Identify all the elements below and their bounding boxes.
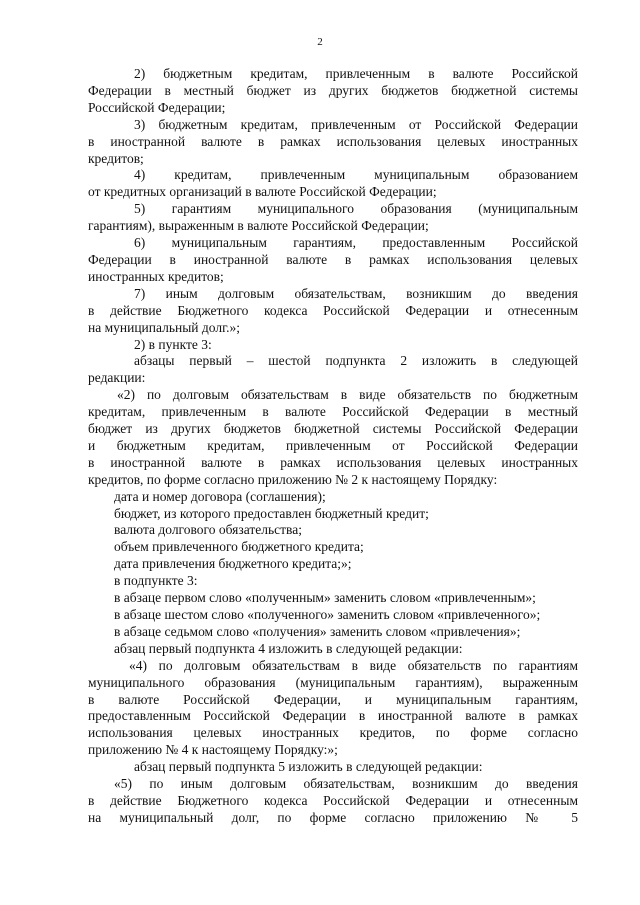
paragraph: дата и номер договора (соглашения);: [114, 488, 326, 504]
quoted-paragraph-line: муниципального образования (муниципальным гарантиям), выраженным: [88, 674, 578, 690]
list-item-line: в действие Бюджетного кодекса Российской Федерации и отнесенным: [88, 302, 578, 318]
quoted-paragraph: «5) по иным долговым обязательствам, возникшим до введения: [114, 776, 578, 792]
paragraph: в подпункте 3:: [114, 573, 198, 589]
quoted-paragraph-line: кредитам, привлеченным в валюте Российской Федерации в местный: [88, 404, 578, 420]
quoted-paragraph-line: использования целевых иностранных кредитов, по форме согласно: [88, 725, 578, 741]
quoted-paragraph-line: в иностранной валюте в рамках использования целевых иностранных: [88, 454, 578, 470]
document-body: [88, 66, 578, 827]
paragraph: в абзаце первом слово «полученным» заменить словом «привлеченным»;: [114, 590, 536, 606]
paragraph: валюта долгового обязательства;: [114, 522, 302, 538]
paragraph: объем привлеченного бюджетного кредита;: [114, 539, 364, 555]
list-item: 3) бюджетным кредитам, привлеченным от Российской Федерации: [134, 116, 578, 132]
quoted-paragraph-line: приложению № 4 к настоящему Порядку:»;: [88, 742, 338, 758]
list-item: 5) гарантиям муниципального образования (муниципальным: [134, 201, 578, 217]
list-item-line: Федерации в местный бюджет из других бюджетов бюджетной системы: [88, 82, 578, 98]
quoted-paragraph-line: кредитов, по форме согласно приложению № 2 к настоящему Порядку:: [88, 471, 498, 487]
paragraph: абзац первый подпункта 4 изложить в следующей редакции:: [114, 640, 463, 656]
quoted-paragraph-line: и бюджетным кредитам, привлеченным от Российской Федерации: [88, 437, 578, 453]
quoted-paragraph-line: предоставленным Российской Федерации в иностранной валюте в рамках: [88, 708, 578, 724]
paragraph-line: редакции:: [88, 370, 146, 386]
quoted-paragraph-line: бюджет из других бюджетов бюджетной системы Российской Федерации: [88, 421, 578, 437]
quoted-paragraph: «4) по долговым обязательствам в виде обязательств по гарантиям: [129, 657, 578, 673]
paragraph: в абзаце седьмом слово «получения» заменить словом «привлечения»;: [114, 623, 521, 639]
list-item-line: на муниципальный долг.»;: [88, 319, 240, 335]
list-item-line: Федерации в иностранной валюте в рамках использования целевых: [88, 251, 578, 267]
list-item-line: Российской Федерации;: [88, 99, 226, 115]
list-item-line: кредитов;: [88, 150, 144, 166]
paragraph: абзацы первый – шестой подпункта 2 изложить в следующей: [134, 353, 578, 369]
list-item: 4) кредитам, привлеченным муниципальным образованием: [134, 167, 578, 183]
paragraph: бюджет, из которого предоставлен бюджетный кредит;: [114, 505, 429, 521]
list-item: 6) муниципальным гарантиям, предоставленным Российской: [134, 235, 578, 251]
quoted-paragraph-line: на муниципальный долг, по форме согласно приложению № 5: [88, 809, 578, 825]
quoted-paragraph-line: в действие Бюджетного кодекса Российской Федерации и отнесенным: [88, 792, 578, 808]
paragraph: абзац первый подпункта 5 изложить в следующей редакции:: [134, 759, 483, 775]
list-item-line: от кредитных организаций в валюте Российской Федерации;: [88, 184, 437, 200]
list-item-line: иностранных кредитов;: [88, 268, 224, 284]
list-item-line: в иностранной валюте в рамках использования целевых иностранных: [88, 133, 578, 149]
list-item-line: гарантиям), выраженным в валюте Российской Федерации;: [88, 218, 429, 234]
list-item: 7) иным долговым обязательствам, возникшим до введения: [134, 285, 578, 301]
paragraph: в абзаце шестом слово «полученного» заменить словом «привлеченного»;: [114, 607, 541, 622]
list-item: 2) бюджетным кредитам, привлеченным в валюте Российской: [134, 66, 578, 81]
paragraph: дата привлечения бюджетного кредита;»;: [114, 556, 352, 572]
quoted-paragraph: «2) по долговым обязательствам в виде обязательств по бюджетным: [117, 387, 578, 403]
quoted-paragraph-line: в валюте Российской Федерации, и муниципальным гарантиям,: [88, 691, 578, 707]
page-number: 2: [317, 36, 323, 48]
paragraph: 2) в пункте 3:: [134, 336, 212, 352]
